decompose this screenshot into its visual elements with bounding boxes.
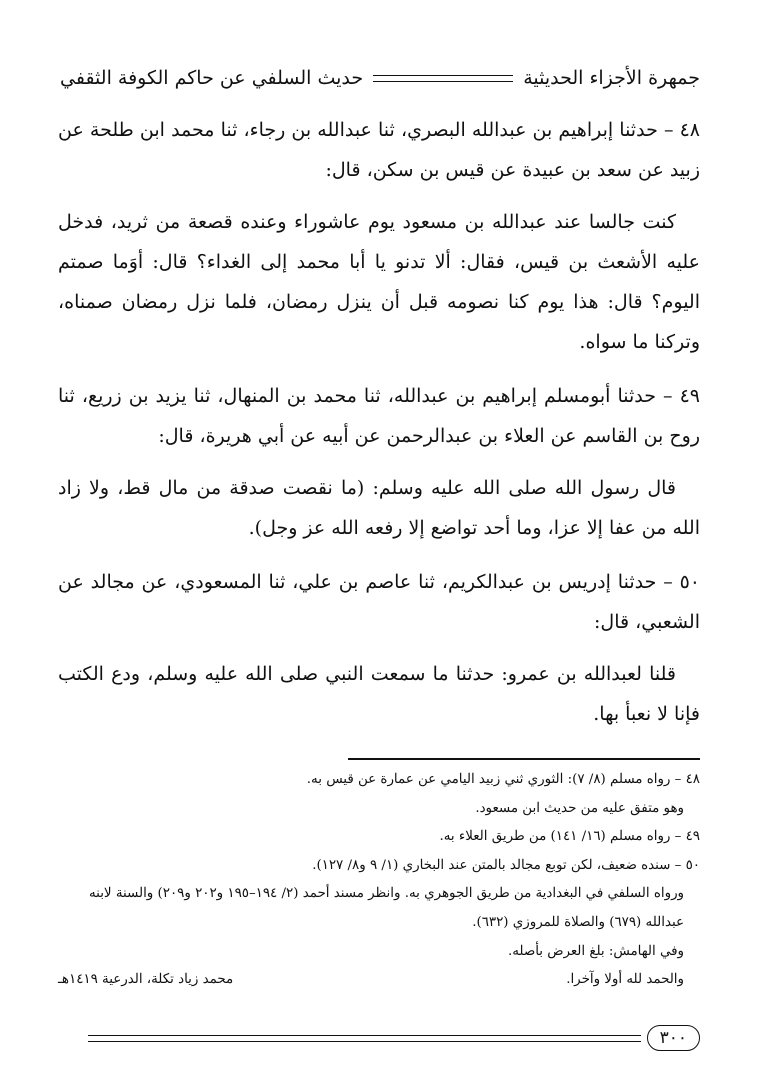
hadith-49-text: قال رسول الله صلى الله عليه وسلم: (ما نقصت صدقة من مال قط، ولا زاد الله من عفا إلا عزا، وما أحد تواضع إلا رفعه الله عز وجل). (58, 477, 700, 539)
footnotes (58, 766, 700, 995)
page-footer (88, 1024, 700, 1052)
header-series-title: جمهرة الأجزاء الحديثية (523, 67, 700, 89)
header-rule (373, 75, 513, 82)
page-number: ٣٠٠ (647, 1025, 700, 1051)
hadith-50-isnad: ٥٠ – حدثنا إدريس بن عبدالكريم، ثنا عاصم بن علي، ثنا المسعودي، عن مجالد عن الشعبي، قال: (58, 571, 700, 633)
hadith-48-text: كنت جالسا عند عبدالله بن مسعود يوم عاشوراء وعنده قصعة من ثريد، فدخل عليه الأشعث بن قيس، فقال: ألا تدنو يا أبا محمد إلى الغداء؟ قال: أوَما صمتم اليوم؟ قال: هذا يوم كنا نصومه قبل أن ينزل رمضان، فلما نزل رمضان صمناه، وتركنا ما سواه. (58, 211, 700, 353)
footnote-50: ٥٠ – سنده ضعيف، لكن توبع مجالد بالمتن عند البخاري (١/ ٩ و٨/ ١٢٧). (312, 857, 700, 873)
header-book-title: حديث السلفي عن حاكم الكوفة الثقفي (60, 67, 364, 89)
closing-text: والحمد لله أولا وآخرا. (566, 972, 684, 988)
footnote-49: ٤٩ – رواه مسلم (١٦/ ١٤١) من طريق العلاء به. (439, 829, 700, 845)
footnote-50-margin: وفي الهامش: بلغ العرض بأصله. (507, 943, 684, 959)
signature-text: محمد زياد تكلة، الدرعية ١٤١٩هـ (58, 972, 234, 988)
footnote-48-note: وهو متفق عليه من حديث ابن مسعود. (475, 800, 684, 816)
footnote-50-sources: ورواه السلفي في البغدادية من طريق الجوهري به. وانظر مسند أحمد (٢/ ١٩٤–١٩٥ و٢٠٢ و٢٠٩) والسنة لابنه عبدالله (٦٧٩) والصلاة للمروزي (٦٣٢). (88, 886, 684, 930)
running-header (60, 58, 700, 98)
main-text (58, 110, 700, 748)
hadith-48-isnad: ٤٨ – حدثنا إبراهيم بن عبدالله البصري، ثنا عبدالله بن رجاء، ثنا محمد ابن طلحة عن زبيد عن سعد بن عبيدة عن قيس بن سكن، قال: (58, 119, 700, 181)
hadith-49-isnad: ٤٩ – حدثنا أبومسلم إبراهيم بن عبدالله، ثنا محمد بن المنهال، ثنا يزيد بن زريع، ثنا روح بن القاسم عن العلاء بن عبدالرحمن عن أبيه عن أبي هريرة، قال: (58, 385, 700, 447)
footnote-48: ٤٨ – رواه مسلم (٨/ ٧): الثوري ثني زبيد اليامي عن عمارة عن قيس به. (306, 772, 700, 787)
hadith-50-text: قلنا لعبدالله بن عمرو: حدثنا ما سمعت النبي صلى الله عليه وسلم، ودع الكتب فإنا لا نعبأ بها. (58, 663, 700, 725)
footnote-closing-line (58, 966, 700, 995)
footnote-divider (348, 758, 700, 760)
footer-rule (88, 1035, 641, 1042)
